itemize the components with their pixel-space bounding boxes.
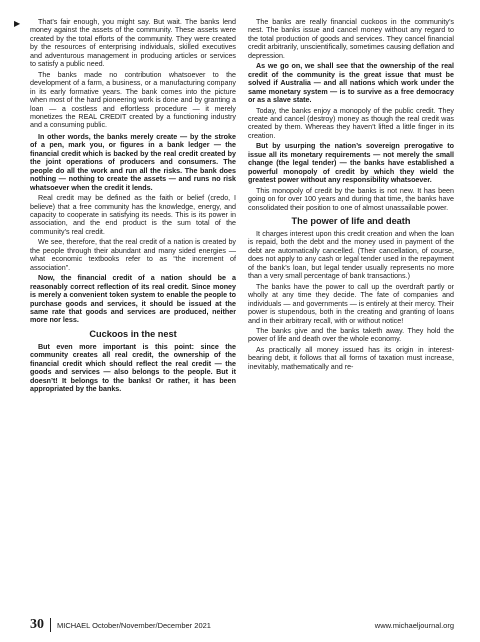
paragraph: The banks are really financial cuckoos in the community’s nest. The banks issue and cancel money without any regard to the total production of goods and services. They cancel financial credit arbitrarily, unscientifically, sometimes causing deflation and depression. xyxy=(248,18,454,60)
paragraph: It charges interest upon this credit creation and when the loan is repaid, both the debt and the money used in payment of the debt are automatically cancelled. (Their cancellation, of course, does not apply to any cash or legal tender used in the repayment of the bank’s loan, but legal tender usually represents no more than a very small percentage of bank transactions.) xyxy=(248,229,454,281)
section-heading: Cuckoos in the nest xyxy=(89,328,177,339)
bold-paragraph: As we go on, we shall see that the ownership of the real credit of the community is the great issue that must be solved if Australia — and all nations which work under the same monetary system — is to survive as a free democracy or as a slave state. xyxy=(248,62,454,105)
page-footer xyxy=(30,616,454,634)
paragraph: The banks give and the banks taketh away. They hold the power of life and death over the whole economy. xyxy=(248,326,454,344)
paragraph: Real credit may be defined as the faith or belief (credo, I believe) that a free community has the knowledge, energy, and capacity to cooperate in satisfying its needs. This is its power in association, and the end product is the sum total of the community’s real credit. xyxy=(30,194,236,236)
paragraph: The banks have the power to call up the overdraft partly or wholly at any time they decide. The fate of companies and individuals — and governments — is entirely at their mercy. Their power is stupendous, both in the creating and granting of loans and in their arbitrary recall, with or without notice! xyxy=(248,282,454,325)
bold-paragraph: But by usurping the nation’s sovereign prerogative to issue all its monetary requirements — not merely the small change (the legal tender) — the banks have established a powerful monopoly of credit by which they wield the greatest power without any responsibility whatsoever. xyxy=(248,142,454,185)
paragraph: We see, therefore, that the real credit of a nation is created by the people through their abundant and many sided energies — what economic textbooks refer to as “the increment of association”. xyxy=(30,238,236,272)
wrapped-text-block xyxy=(30,71,236,130)
section-heading: The power of life and death xyxy=(291,215,411,226)
bold-paragraph: Now, the financial credit of a nation should be a reasonably correct reflection of its real credit. Since money is merely a convenient token system to enable the people to purchase goods and services, it should be issued at the same rate that goods and services are produced, neither more nor less. xyxy=(30,274,236,325)
paragraph: Today, the banks enjoy a monopoly of the public credit. They create and cancel (destroy) money as though the real credit was created by them. Whereas they haven’t lifted a little finger in its creation. xyxy=(248,106,454,140)
paragraph: As practically all money issued has its origin in interest-bearing debt, it follows that all forms of taxation must increase, inevitably, mathematically and re- xyxy=(248,345,454,371)
footer-divider xyxy=(50,618,51,632)
page-number: 30 xyxy=(30,617,44,632)
left-column xyxy=(30,18,236,396)
paragraph: This monopoly of credit by the banks is not new. It has been going on for over 100 years and during that time, the banks have consolidated their position to one of almost unassailable power. xyxy=(248,186,454,212)
paragraph: The banks made no contribution whatsoever to the development of a farm, a business, or a manufacturing company in its early formative years. The bank comes into the picture when most of the hard pioneering work is done and by granting a loan — a costless and effortless procedure — it merely monetizes the REAL CREDIT created by a functioning industry and a consuming public. xyxy=(30,70,236,130)
right-column xyxy=(248,18,454,373)
paragraph: That’s fair enough, you might say. But wait. The banks lend money against the assets of the community. These assets were created by the total efforts of the community. They were created by the resources of enterprising individuals, skilled executives and adventurous management in producing articles or services to satisfy a public need. xyxy=(30,18,236,69)
magazine-issue: MICHAEL October/November/December 2021 xyxy=(57,620,211,630)
continuation-arrow-icon: ▶ xyxy=(14,19,21,28)
bold-paragraph: In other words, the banks merely create — by the stroke of a pen, mark you, or figures in a bank ledger — the financial credit which is backed by the real credit created by the joint operations of producers and consumers. The people do all the work and run all the risks. The bank does nothing — nothing to create the assets — and runs no risk whatsoever when the credit it lends. xyxy=(30,132,236,192)
bold-paragraph: But even more important is this point: since the community creates all real credit, the ownership of the financial credit which should reflect the real credit — the goods and services — also belongs to the people. But it doesn’t! It belongs to the banks! Or rather, it has been appropriated by the banks. xyxy=(30,342,236,394)
website-link[interactable]: www.michaeljournal.org xyxy=(374,620,454,630)
